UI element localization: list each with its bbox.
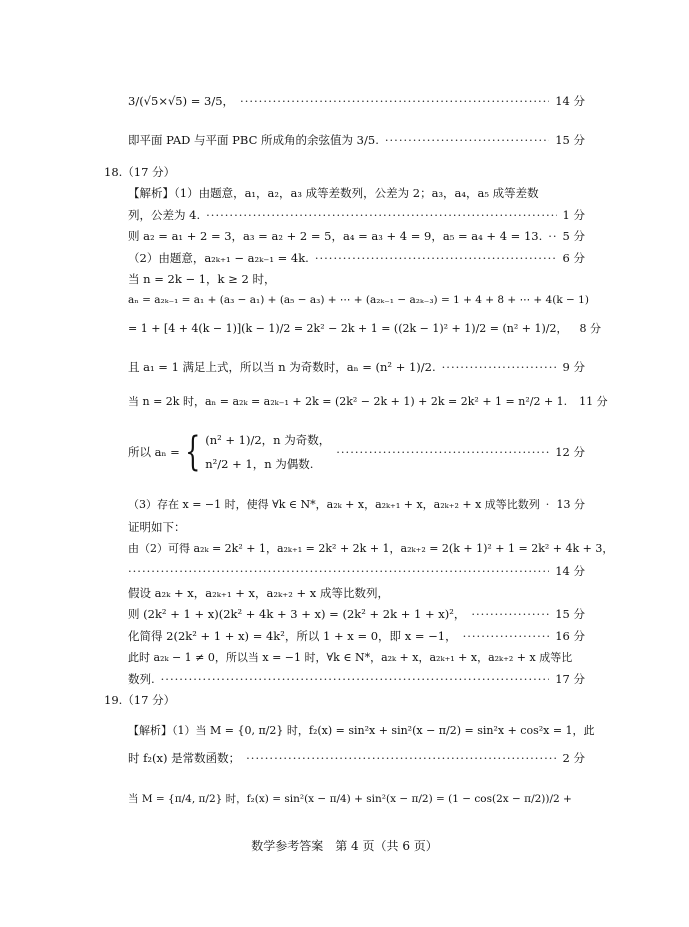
q18-line-11 <box>128 496 585 514</box>
leader-dots <box>548 227 556 245</box>
q18-line-5: 当 n = 2k − 1，k ≥ 2 时， <box>128 272 276 286</box>
line-15 <box>128 131 585 149</box>
case-odd: (n² + 1)/2，n 为奇数， <box>205 433 331 447</box>
q19-line-3: 当 M = {π/4, π/2} 时，f₂(x) = sin²(x − π/4) + sin²(x − π/2) = (1 − cos(2x − π/2))/2 + <box>128 793 572 805</box>
leader-dots <box>471 605 549 623</box>
q18-line-6: aₙ = a₂ₖ₋₁ = a₁ + (a₃ − a₁) + (a₅ − a₃) + ⋯ + (a₂ₖ₋₁ − a₂ₖ₋₃) = 1 + 4 + 8 + ⋯ + 4(k − 1) <box>128 294 589 306</box>
q18-line-3-text: 则 a₂ = a₁ + 2 = 3，a₃ = a₂ + 2 = 5，a₄ = a₃ + 4 = 9，a₅ = a₄ + 4 = 13. <box>128 229 543 243</box>
q18-line-2 <box>128 206 585 224</box>
q18-line-15: 假设 a₂ₖ + x，a₂ₖ₊₁ + x，a₂ₖ₊₂ + x 成等比数列， <box>128 586 389 600</box>
q18-line-17 <box>128 627 585 645</box>
score-8: 8 分 <box>579 322 601 335</box>
q18-line-8-text: 且 a₁ = 1 满足上式，所以当 n 为奇数时，aₙ = (n² + 1)/2. <box>128 360 436 374</box>
q18-line-2-text: 列，公差为 4. <box>128 208 201 222</box>
q18-line-7 <box>128 320 601 338</box>
piecewise-prefix: 所以 aₙ = <box>128 445 180 459</box>
score-11: 11 分 <box>579 395 608 408</box>
score-16: 16 分 <box>555 629 585 643</box>
q18-line-9-text: 当 n = 2k 时，aₙ = a₂ₖ = a₂ₖ₋₁ + 2k = (2k² − 2k + 1) + 2k = 2k² + 1 = n²/2 + 1. <box>128 395 568 408</box>
conclusion-text: 即平面 PAD 与平面 PBC 所成角的余弦值为 3/5. <box>128 133 379 147</box>
q18-line-16-text: 则 (2k² + 1 + x)(2k² + 4k + 3 + x) = (2k² + 2k + 1 + x)²， <box>128 607 466 621</box>
score-2: 2 分 <box>562 751 585 765</box>
leader-dots <box>128 562 549 580</box>
score-15b: 15 分 <box>555 607 585 621</box>
page-footer: 数学参考答案 第 4 页（共 6 页） <box>251 839 438 853</box>
q18-line-10 <box>128 428 585 476</box>
score-14b: 14 分 <box>555 564 585 578</box>
leader-dots <box>315 249 557 267</box>
question-18-heading: 18.（17 分） <box>104 165 176 179</box>
line-14 <box>128 92 585 110</box>
leader-dots <box>161 670 550 688</box>
q18-line-19 <box>128 670 585 688</box>
score-17: 17 分 <box>555 672 585 686</box>
q18-line-18: 此时 a₂ₖ − 1 ≠ 0，所以当 x = −1 时，∀k ∈ N*，a₂ₖ + x，a₂ₖ₊₁ + x，a₂ₖ₊₂ + x 成等比 <box>128 651 573 664</box>
leader-dots <box>206 206 556 224</box>
score-5: 5 分 <box>562 229 585 243</box>
expr-cos-value: 3/(√5×√5) = 3/5， <box>128 94 235 108</box>
q18-line-4 <box>128 249 585 267</box>
leader-dots <box>246 749 556 767</box>
leader-dots <box>240 92 549 110</box>
score-9: 9 分 <box>562 360 585 374</box>
q18-line-14 <box>128 562 585 580</box>
leader-dots <box>463 627 550 645</box>
q19-line-1: 【解析】（1）当 M = {0, π/2} 时，f₂(x) = sin²x + sin²(x − π/2) = sin²x + cos²x = 1，此 <box>128 724 595 737</box>
q18-line-12: 证明如下： <box>128 520 186 534</box>
score-14: 14 分 <box>555 94 585 108</box>
q18-line-9 <box>128 393 608 411</box>
score-1: 1 分 <box>562 208 585 222</box>
q19-line-2 <box>128 749 585 767</box>
q18-line-1: 【解析】（1）由题意，a₁，a₂，a₃ 成等差数列，公差为 2；a₃，a₄，a₅ 成等差数 <box>128 186 539 200</box>
score-15: 15 分 <box>555 133 585 147</box>
leader-dots <box>546 496 551 514</box>
leader-dots <box>336 440 549 464</box>
q19-line-2-text: 时 f₂(x) 是常数函数； <box>128 751 241 765</box>
q18-line-13: 由（2）可得 a₂ₖ = 2k² + 1，a₂ₖ₊₁ = 2k² + 2k + 1，a₂ₖ₊₂ = 2(k + 1)² + 1 = 2k² + 4k + 3， <box>128 542 614 555</box>
left-brace: { <box>184 429 201 475</box>
q18-line-8 <box>128 358 585 376</box>
leader-dots <box>385 131 549 149</box>
leader-dots <box>442 358 557 376</box>
q18-line-17-text: 化简得 2(2k² + 1 + x) = 4k²，所以 1 + x = 0，即 x = −1， <box>128 629 457 643</box>
q18-line-4-text: （2）由题意，a₂ₖ₊₁ − a₂ₖ₋₁ = 4k. <box>128 251 309 265</box>
piecewise-cases <box>205 428 330 476</box>
score-12: 12 分 <box>555 445 585 459</box>
q18-line-19-text: 数列. <box>128 672 155 686</box>
case-even: n²/2 + 1，n 为偶数. <box>205 457 314 471</box>
q18-line-3 <box>128 227 585 245</box>
score-13: 13 分 <box>556 498 585 511</box>
q18-line-11-text: （3）存在 x = −1 时，使得 ∀k ∈ N*，a₂ₖ + x，a₂ₖ₊₁ + x，a₂ₖ₊₂ + x 成等比数列 <box>128 498 540 511</box>
score-6: 6 分 <box>562 251 585 265</box>
question-19-heading: 19.（17 分） <box>104 693 176 707</box>
q18-line-16 <box>128 605 585 623</box>
q18-line-7-text: = 1 + [4 + 4(k − 1)](k − 1)/2 = 2k² − 2k + 1 = ((2k − 1)² + 1)/2 = (n² + 1)/2， <box>128 322 568 335</box>
